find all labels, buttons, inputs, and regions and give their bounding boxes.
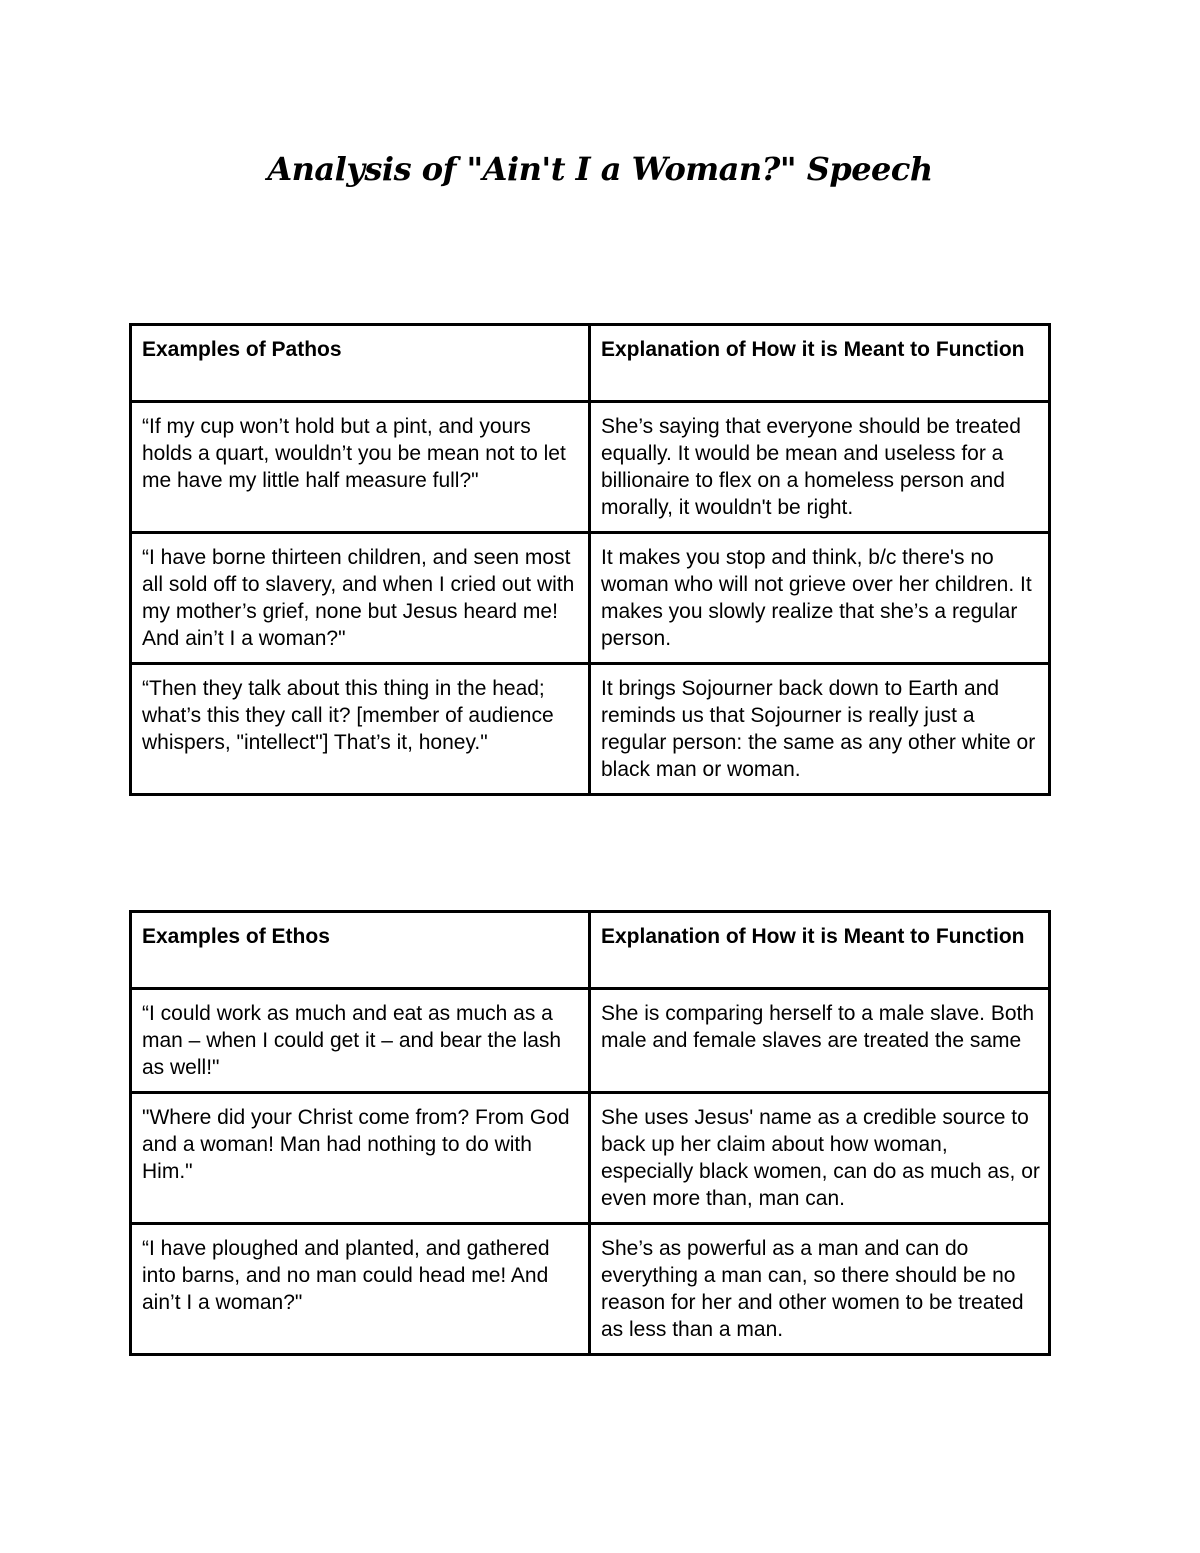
- table-row: [131, 1224, 1050, 1355]
- pathos-examples-header: Examples of Pathos: [131, 325, 590, 402]
- table-header-row: [131, 912, 1050, 989]
- pathos-example-cell: “I have borne thirteen children, and seen most all sold off to slavery, and when I cried out with my mother’s grief, none but Jesus heard me! And ain’t I a woman?": [131, 533, 590, 664]
- ethos-example-cell: “I have ploughed and planted, and gathered into barns, and no man could head me! And ain’t I a woman?": [131, 1224, 590, 1355]
- table-row: [131, 402, 1050, 533]
- table-row: [131, 664, 1050, 795]
- pathos-table: [129, 323, 1051, 796]
- ethos-examples-header: Examples of Ethos: [131, 912, 590, 989]
- ethos-explanation-cell: She is comparing herself to a male slave. Both male and female slaves are treated the same: [590, 989, 1050, 1093]
- ethos-explanation-header: Explanation of How it is Meant to Function: [590, 912, 1050, 989]
- ethos-table: [129, 910, 1051, 1356]
- pathos-explanation-cell: It makes you stop and think, b/c there's no woman who will not grieve over her children. It makes you slowly realize that she’s a regular person.: [590, 533, 1050, 664]
- pathos-explanation-cell: She’s saying that everyone should be treated equally. It would be mean and useless for a billionaire to flex on a homeless person and morally, it wouldn't be right.: [590, 402, 1050, 533]
- pathos-explanation-cell: It brings Sojourner back down to Earth and reminds us that Sojourner is really just a regular person: the same as any other white or black man or woman.: [590, 664, 1050, 795]
- table-row: [131, 1093, 1050, 1224]
- table-header-row: [131, 325, 1050, 402]
- ethos-example-cell: "Where did your Christ come from? From God and a woman! Man had nothing to do with Him.": [131, 1093, 590, 1224]
- pathos-explanation-header: Explanation of How it is Meant to Function: [590, 325, 1050, 402]
- table-row: [131, 533, 1050, 664]
- page-title: Analysis of "Ain't I a Woman?" Speech: [267, 150, 933, 188]
- pathos-example-cell: “Then they talk about this thing in the head; what’s this they call it? [member of audience whispers, "intellect"] That’s it, honey.": [131, 664, 590, 795]
- ethos-explanation-cell: She’s as powerful as a man and can do everything a man can, so there should be no reason for her and other women to be treated as less than a man.: [590, 1224, 1050, 1355]
- ethos-explanation-cell: She uses Jesus' name as a credible source to back up her claim about how woman, especially black women, can do as much as, or even more than, man can.: [590, 1093, 1050, 1224]
- ethos-example-cell: “I could work as much and eat as much as a man – when I could get it – and bear the lash as well!": [131, 989, 590, 1093]
- table-row: [131, 989, 1050, 1093]
- pathos-example-cell: “If my cup won’t hold but a pint, and yours holds a quart, wouldn’t you be mean not to let me have my little half measure full?": [131, 402, 590, 533]
